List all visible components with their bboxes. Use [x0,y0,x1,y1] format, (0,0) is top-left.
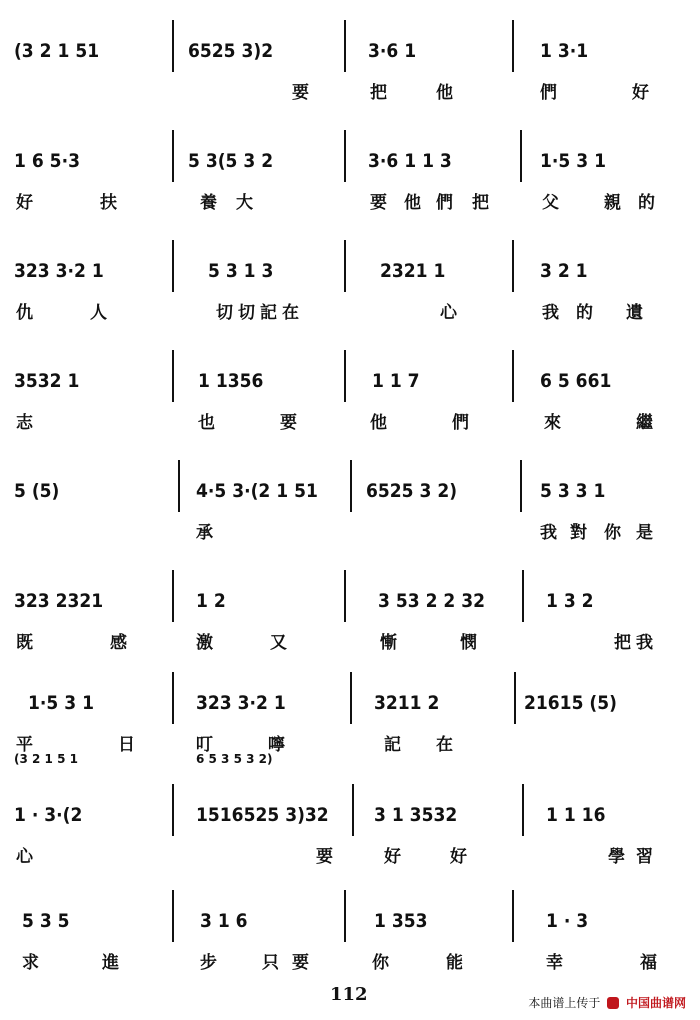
bar-line [512,240,514,292]
lyric-char: 切 [216,303,233,323]
lyric-char: 你 [372,953,389,973]
lyric-char: 把 [614,633,631,653]
score-row [0,338,700,448]
notation-line [0,8,700,88]
measure: 5 3 1 3 [208,260,274,282]
measure: 5 3 5 [22,910,70,932]
lyric-char: 好 [384,847,401,867]
lyric-char: 在 [436,735,453,755]
lyric-char: 親 [604,193,621,213]
measure: 1 · 3·(2 [14,804,83,826]
measure: 1 6 5·3 [14,150,80,172]
bar-line [520,130,522,182]
lyric-line [0,408,700,438]
notation-line [0,772,700,852]
lyric-char: 父 [542,193,559,213]
measure: 21615 (5) [524,692,617,714]
bar-line [172,130,174,182]
bar-line [172,890,174,942]
measure: 5 (5) [14,480,60,502]
lyric-char: 好 [450,847,467,867]
score-row [0,448,700,558]
bar-line [522,784,524,836]
measure: 323 2321 [14,590,104,612]
lyric-char: 我 [636,633,653,653]
bar-line [344,130,346,182]
measure: 5 3(5 3 2 [188,150,274,172]
measure: 6525 3)2 [188,40,274,62]
lyric-char: 切 [238,303,255,323]
bar-line [520,460,522,512]
lyric-char: 的 [576,303,593,323]
lyric-char: 心 [440,303,457,323]
notation-line [0,228,700,308]
score-row [0,878,700,988]
score-row [0,228,700,338]
lyric-char: 要 [370,193,387,213]
lyric-char: 習 [636,847,653,867]
lyric-char: 是 [636,523,653,543]
measure: 3211 2 [374,692,440,714]
lyric-char: 叮 [196,735,213,755]
lyric-char: 要 [280,413,297,433]
measure: 3·6 1 1 3 [368,150,452,172]
bar-line [172,570,174,622]
measure: 2321 1 [380,260,446,282]
lyric-char: 在 [282,303,299,323]
bar-line [350,672,352,724]
lyric-char: 幸 [546,953,563,973]
lyric-char: 他 [370,413,387,433]
lyric-char: 對 [570,523,587,543]
bar-line [512,20,514,72]
measure: 1·5 3 1 [28,692,94,714]
lyric-char: 學 [608,847,625,867]
lyric-char: 求 [22,953,39,973]
measure: 1516525 3)32 [196,804,329,826]
lyric-char: 好 [16,193,33,213]
bar-line [344,570,346,622]
bar-line [172,672,174,724]
measure: 1·5 3 1 [540,150,606,172]
page-number: 112 [330,984,368,1005]
score-row [0,772,700,882]
lyric-char: 既 [16,633,33,653]
lyric-line [0,518,700,548]
lyric-char: 感 [110,633,127,653]
measure: 5 3 3 1 [540,480,606,502]
lyric-char: 我 [542,303,559,323]
score-row [0,8,700,118]
bar-line [522,570,524,622]
lyric-line [0,842,700,872]
notation-line [0,878,700,958]
lyric-char: 激 [196,633,213,653]
lyric-char: 承 [196,523,213,543]
lyric-char: 我 [540,523,557,543]
measure: 1 · 3 [546,910,589,932]
lyric-char: 進 [102,953,119,973]
measure: 1 3 2 [546,590,594,612]
bar-line [512,350,514,402]
bar-line [344,240,346,292]
lyric-char: 來 [544,413,561,433]
measure: 3532 1 [14,370,80,392]
measure: 1 1 7 [372,370,420,392]
notation-line [0,338,700,418]
lyric-char: 養 [200,193,217,213]
lyric-line [0,298,700,328]
bar-line [350,460,352,512]
lyric-char: 又 [270,633,287,653]
lyric-char: 繼 [636,413,653,433]
lyric-char: 的 [638,193,655,213]
bar-line [344,350,346,402]
measure: 3 1 6 [200,910,248,932]
measure: 6525 3 2) [366,480,458,502]
lyric-char: 們 [436,193,453,213]
score-row [0,660,700,770]
notation-line [0,558,700,638]
measure: 1 2 [196,590,226,612]
footer-brand[interactable]: 中国曲谱网 [625,996,686,1010]
bar-line [352,784,354,836]
lyric-char: 好 [632,83,649,103]
lyric-line [0,188,700,218]
lyric-char: 嚀 [268,735,285,755]
lyric-char: 也 [198,413,215,433]
measure: 3 53 2 2 32 [378,590,486,612]
lyric-char: 日 [118,735,135,755]
measure: 1 1356 [198,370,264,392]
lyric-char: 他 [404,193,421,213]
lyric-char: 遺 [626,303,643,323]
measure: 1 3·1 [540,40,589,62]
brand-logo-icon [607,997,619,1009]
bar-line [172,350,174,402]
lyric-char: 要 [292,83,309,103]
interlude-notation: 6 5 3 5 3 2) [196,752,273,766]
bar-line [172,784,174,836]
bar-line [172,20,174,72]
lyric-char: 記 [260,303,277,323]
measure: 323 3·2 1 [14,260,104,282]
measure: 3·6 1 [368,40,417,62]
lyric-char: 只 [262,953,279,973]
lyric-char: 要 [316,847,333,867]
lyric-char: 扶 [100,193,117,213]
footer-prefix: 本曲谱上传于 [528,996,601,1010]
lyric-char: 他 [436,83,453,103]
measure: 323 3·2 1 [196,692,286,714]
bar-line [344,890,346,942]
lyric-char: 平 [16,735,33,755]
score-row [0,118,700,228]
lyric-char: 們 [540,83,557,103]
lyric-char: 福 [640,953,657,973]
lyric-char: 能 [446,953,463,973]
notation-line [0,660,700,740]
lyric-line [0,78,700,108]
measure: 4·5 3·(2 1 51 [196,480,318,502]
lyric-char: 大 [236,193,253,213]
notation-line [0,118,700,198]
bar-line [344,20,346,72]
bar-line [172,240,174,292]
footer-source [528,994,686,1011]
lyric-char: 人 [90,303,107,323]
lyric-char: 要 [292,953,309,973]
lyric-char: 把 [370,83,387,103]
measure: (3 2 1 51 [14,40,100,62]
measure: 1 353 [374,910,428,932]
lyric-char: 慚 [380,633,397,653]
lyric-char: 把 [472,193,489,213]
lyric-char: 步 [200,953,217,973]
measure: 3 2 1 [540,260,588,282]
score-row [0,558,700,668]
lyric-line [0,628,700,658]
measure: 3 1 3532 [374,804,458,826]
lyric-char: 憫 [460,633,477,653]
interlude-notation: (3 2 1 5 1 [14,752,78,766]
lyric-line [0,730,700,760]
bar-line [514,672,516,724]
lyric-char: 心 [16,847,33,867]
bar-line [178,460,180,512]
lyric-char: 志 [16,413,33,433]
lyric-char: 你 [604,523,621,543]
lyric-line [0,948,700,978]
measure: 6 5 661 [540,370,612,392]
lyric-char: 記 [384,735,401,755]
notation-line [0,448,700,528]
lyric-char: 仇 [16,303,33,323]
bar-line [512,890,514,942]
measure: 1 1 16 [546,804,606,826]
lyric-char: 們 [452,413,469,433]
